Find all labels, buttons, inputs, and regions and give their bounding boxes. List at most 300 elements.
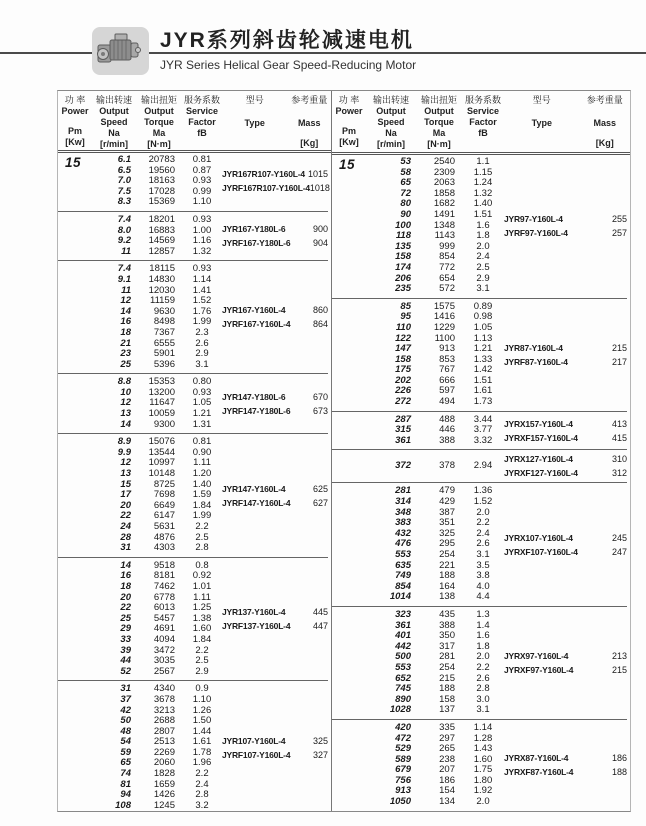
output-torque-value: 158 <box>439 693 455 705</box>
table-row <box>92 543 222 554</box>
header-label: fB <box>478 128 488 138</box>
header-label: 输出转速 <box>95 95 132 105</box>
service-factor-value: 1.51 <box>473 208 493 220</box>
output-speed-value: 65 <box>120 757 131 769</box>
header-label: Speed <box>377 117 405 127</box>
mass-value: 904 <box>312 238 328 249</box>
service-factor-value: 0.99 <box>192 185 212 197</box>
group-types <box>222 561 331 678</box>
output-torque-value: 13544 <box>148 446 175 458</box>
service-factor-value: 0.8 <box>195 559 209 571</box>
output-torque-value: 5457 <box>153 612 175 624</box>
service-factor-value: 1.73 <box>473 396 493 408</box>
motor-group <box>58 437 331 554</box>
output-speed-value: 44 <box>120 655 131 667</box>
group-rows <box>366 415 504 447</box>
output-speed-value: 52 <box>120 665 131 677</box>
table-row <box>92 328 222 339</box>
output-torque-value: 19560 <box>148 164 175 176</box>
output-speed-value: 9.2 <box>117 235 131 247</box>
output-speed-value: 314 <box>395 496 411 508</box>
mass-value: 900 <box>312 224 328 235</box>
output-torque-value: 164 <box>439 580 455 592</box>
motor-group <box>58 377 331 430</box>
header-label: Service <box>466 106 500 116</box>
type-line <box>222 391 328 403</box>
model-type: JYRF167R107-Y160L-4 <box>222 183 310 194</box>
output-torque-value: 18201 <box>148 213 175 225</box>
header-label: Mass <box>297 118 321 128</box>
output-torque-value: 207 <box>439 764 455 776</box>
output-torque-value: 4094 <box>153 633 175 645</box>
service-factor-value: 1.24 <box>473 177 493 189</box>
output-torque-value: 1575 <box>433 300 455 312</box>
output-torque-value: 10997 <box>148 457 175 469</box>
output-speed-value: 94 <box>120 789 131 801</box>
service-factor-value: 1.43 <box>473 743 493 755</box>
header-label: 输出扭矩 <box>140 95 177 105</box>
output-torque-value: 1426 <box>153 789 175 801</box>
output-speed-value: 135 <box>395 240 411 252</box>
output-speed-value: 100 <box>395 219 411 231</box>
table-header-left <box>58 91 331 153</box>
service-factor-value: 2.9 <box>195 348 209 360</box>
output-speed-value: 348 <box>395 506 411 518</box>
output-speed-value: 122 <box>395 332 411 344</box>
output-speed-value: 59 <box>120 746 131 758</box>
header-label: Mass <box>593 118 617 128</box>
type-line <box>504 213 627 225</box>
output-torque-value: 1491 <box>433 208 455 220</box>
mass-value: 186 <box>611 753 627 764</box>
type-line <box>222 483 328 495</box>
power-value: 15 <box>339 157 356 172</box>
output-torque-value: 854 <box>439 251 455 263</box>
output-torque-value: 488 <box>439 413 455 425</box>
group-types <box>504 157 630 295</box>
header-label: Output <box>376 106 406 116</box>
header-label: 服务系数 <box>183 95 220 105</box>
table-row <box>366 723 504 734</box>
output-speed-value: 323 <box>395 608 411 620</box>
output-torque-value: 6147 <box>153 510 175 522</box>
table-row <box>366 550 504 561</box>
mass-value: 625 <box>312 483 328 494</box>
service-factor-value: 1.75 <box>473 764 493 776</box>
output-torque-value: 154 <box>439 785 455 797</box>
output-speed-value: 442 <box>395 640 411 652</box>
output-speed-value: 14 <box>120 418 131 430</box>
model-type: JYR167-Y160L-4 <box>222 305 286 316</box>
type-line <box>222 182 328 194</box>
type-line <box>504 467 627 479</box>
output-torque-value: 772 <box>439 261 455 273</box>
mass-value: 627 <box>312 497 328 508</box>
output-torque-value: 387 <box>439 506 455 518</box>
service-factor-value: 2.4 <box>476 251 490 263</box>
output-speed-value: 90 <box>400 208 411 220</box>
service-factor-value: 2.6 <box>195 337 209 349</box>
output-torque-value: 18163 <box>148 175 175 187</box>
service-factor-value: 3.1 <box>195 358 209 370</box>
output-speed-value: 33 <box>120 633 131 645</box>
output-speed-value: 12 <box>120 295 131 307</box>
output-speed-value: 31 <box>120 683 131 695</box>
output-speed-value: 913 <box>395 785 411 797</box>
mass-value: 445 <box>312 607 328 618</box>
output-speed-value: 174 <box>395 261 411 273</box>
output-torque-value: 2513 <box>153 736 175 748</box>
col-header-output-torque <box>416 95 462 152</box>
output-torque-value: 1143 <box>434 230 455 242</box>
output-torque-value: 9630 <box>153 305 175 317</box>
model-type: JYRX157-Y160L-4 <box>504 418 573 429</box>
output-torque-value: 1828 <box>153 768 175 780</box>
output-speed-value: 158 <box>395 251 411 263</box>
service-factor-value: 1.40 <box>192 478 212 490</box>
mass-value: 257 <box>611 227 627 238</box>
service-factor-value: 1.96 <box>192 757 212 769</box>
output-torque-value: 5631 <box>153 521 175 532</box>
mass-value: 673 <box>312 405 328 416</box>
output-speed-value: 372 <box>395 460 411 472</box>
service-factor-value: 0.93 <box>192 175 212 187</box>
table-row <box>366 705 504 716</box>
output-torque-value: 16883 <box>148 224 175 236</box>
col-header-group <box>222 95 331 150</box>
output-speed-value: 272 <box>395 396 411 408</box>
header-label: Output <box>424 106 454 116</box>
output-torque-value: 186 <box>439 774 455 786</box>
output-torque-value: 5901 <box>153 348 175 360</box>
output-speed-value: 553 <box>395 661 411 673</box>
group-rows <box>366 610 504 716</box>
service-factor-value: 1.8 <box>476 230 490 242</box>
output-speed-value: 58 <box>400 166 411 178</box>
table-body-left <box>58 153 331 811</box>
output-speed-value: 679 <box>395 764 411 776</box>
output-torque-value: 1659 <box>153 778 175 790</box>
col-header-service-factor <box>462 95 504 152</box>
type-line <box>222 237 328 249</box>
type-line <box>504 546 627 558</box>
output-torque-value: 429 <box>439 496 455 508</box>
output-speed-value: 420 <box>395 721 411 733</box>
header-label: Output <box>144 106 174 116</box>
output-speed-value: 7.5 <box>117 185 131 197</box>
output-torque-value: 215 <box>439 672 455 684</box>
service-factor-value: 0.92 <box>192 570 212 582</box>
output-torque-value: 221 <box>439 559 455 571</box>
service-factor-value: 3.0 <box>476 693 490 705</box>
output-speed-value: 48 <box>120 725 131 737</box>
type-line <box>222 606 328 618</box>
motor-group <box>332 415 630 447</box>
output-torque-value: 254 <box>439 549 455 560</box>
mass-value: 415 <box>611 432 627 443</box>
output-speed-value: 1028 <box>389 704 411 716</box>
output-torque-value: 572 <box>439 283 455 295</box>
service-factor-value: 1.00 <box>192 224 212 236</box>
service-factor-value: 1.21 <box>192 408 212 420</box>
header-label: [r/min] <box>377 139 405 149</box>
output-torque-value: 8498 <box>153 316 175 328</box>
model-type: JYRF147-Y160L-4 <box>222 497 291 508</box>
output-speed-value: 287 <box>395 413 411 425</box>
service-factor-value: 1.84 <box>192 633 212 645</box>
table-row <box>92 522 222 533</box>
output-torque-value: 10148 <box>148 468 175 480</box>
service-factor-value: 2.2 <box>476 517 490 529</box>
service-factor-value: 2.8 <box>476 683 490 695</box>
output-torque-value: 11159 <box>149 295 175 307</box>
service-factor-value: 1.59 <box>192 489 212 501</box>
group-types <box>504 610 630 716</box>
output-torque-value: 137 <box>439 704 455 716</box>
service-factor-value: 1.28 <box>473 732 493 744</box>
output-torque-value: 1100 <box>434 332 455 344</box>
group-rows <box>366 723 504 808</box>
output-speed-value: 6.5 <box>117 164 131 176</box>
model-type: JYR167R107-Y160L-4 <box>222 169 305 180</box>
mass-value: 860 <box>312 305 328 316</box>
output-speed-value: 37 <box>120 693 131 705</box>
table-body-right <box>332 155 630 811</box>
output-torque-value: 446 <box>439 424 455 436</box>
output-speed-value: 118 <box>395 230 411 242</box>
mass-value: 217 <box>611 356 627 367</box>
output-torque-value: 2688 <box>153 715 175 727</box>
service-factor-value: 2.2 <box>195 768 209 780</box>
output-torque-value: 12857 <box>148 245 175 257</box>
col-header-type <box>504 95 580 152</box>
group-rows <box>366 453 504 479</box>
output-speed-value: 22 <box>120 510 131 522</box>
output-torque-value: 3678 <box>153 693 175 705</box>
type-line <box>504 432 627 444</box>
output-torque-value: 494 <box>439 396 455 408</box>
output-speed-value: 202 <box>395 374 411 386</box>
output-speed-value: 95 <box>400 311 411 323</box>
service-factor-value: 2.2 <box>195 644 209 656</box>
output-torque-value: 281 <box>439 651 455 663</box>
output-speed-value: 13 <box>120 408 131 420</box>
output-speed-value: 635 <box>395 559 411 571</box>
output-speed-value: 22 <box>120 602 131 614</box>
col-header-type <box>222 95 287 150</box>
service-factor-value: 1.1 <box>476 156 490 167</box>
service-factor-value: 1.84 <box>192 499 212 511</box>
output-speed-value: 80 <box>400 198 411 210</box>
service-factor-value: 1.52 <box>473 496 493 508</box>
header-label: 输出扭矩 <box>420 95 457 105</box>
type-line <box>222 223 328 235</box>
service-factor-value: 1.51 <box>473 374 493 386</box>
output-speed-value: 8.9 <box>117 436 131 448</box>
model-type: JYRF87-Y160L-4 <box>504 356 568 367</box>
service-factor-value: 0.93 <box>192 213 212 225</box>
header-label: Speed <box>100 117 128 127</box>
output-speed-value: 12 <box>120 397 131 409</box>
table-row <box>366 263 504 274</box>
service-factor-value: 1.16 <box>192 235 212 247</box>
type-line <box>504 664 627 676</box>
output-torque-value: 1229 <box>433 321 455 333</box>
service-factor-value: 2.2 <box>476 661 490 673</box>
service-factor-value: 1.15 <box>473 166 493 178</box>
service-factor-value: 2.6 <box>476 538 490 550</box>
model-type: JYR87-Y160L-4 <box>504 342 563 353</box>
service-factor-value: 3.1 <box>476 549 490 560</box>
gear-motor-icon <box>92 27 149 75</box>
service-factor-value: 0.81 <box>192 154 212 165</box>
output-torque-value: 913 <box>439 343 455 355</box>
table-row <box>92 155 222 166</box>
spec-table-right <box>332 91 630 811</box>
model-type: JYRXF87-Y160L-4 <box>504 767 574 778</box>
output-speed-value: 20 <box>120 591 131 603</box>
output-speed-value: 745 <box>395 683 411 695</box>
output-torque-value: 378 <box>439 460 455 472</box>
output-speed-value: 29 <box>120 623 131 635</box>
output-speed-value: 1050 <box>389 796 411 808</box>
header-label: [r/min] <box>100 139 128 149</box>
output-torque-value: 3213 <box>153 704 175 716</box>
output-speed-value: 74 <box>120 768 131 780</box>
table-row <box>366 797 504 808</box>
output-torque-value: 2269 <box>153 746 175 758</box>
output-torque-value: 3472 <box>153 644 175 656</box>
output-torque-value: 18115 <box>149 263 175 275</box>
output-speed-value: 8.3 <box>117 196 131 208</box>
output-speed-value: 8.8 <box>117 376 131 388</box>
output-torque-value: 15353 <box>148 376 175 388</box>
group-rows <box>92 155 222 208</box>
group-types <box>222 264 331 370</box>
service-factor-value: 1.05 <box>473 321 493 333</box>
header-label: Factor <box>469 117 497 127</box>
model-type: JYRXF97-Y160L-4 <box>504 664 574 675</box>
output-torque-value: 2309 <box>433 166 455 178</box>
output-torque-value: 4303 <box>153 542 175 554</box>
table-row <box>366 157 504 168</box>
table-row <box>366 663 504 674</box>
output-torque-value: 335 <box>439 721 455 733</box>
output-speed-value: 50 <box>120 715 131 727</box>
service-factor-value: 2.94 <box>473 460 493 472</box>
output-torque-value: 2063 <box>433 177 455 189</box>
mass-value: 310 <box>611 454 627 465</box>
group-types <box>504 415 630 447</box>
service-factor-value: 1.60 <box>192 623 212 635</box>
output-torque-value: 188 <box>439 683 455 695</box>
table-row <box>92 582 222 593</box>
header-label: Power <box>335 106 363 116</box>
output-speed-value: 14 <box>120 305 131 317</box>
service-factor-value: 1.78 <box>192 746 212 758</box>
header-label: Output <box>99 106 129 116</box>
service-factor-value: 2.3 <box>195 326 209 338</box>
service-factor-value: 0.9 <box>195 683 209 695</box>
header-label: Ma <box>152 128 166 138</box>
header-label: fB <box>197 128 207 138</box>
service-factor-value: 1.31 <box>192 418 212 430</box>
output-torque-value: 254 <box>439 661 455 673</box>
output-speed-value: 28 <box>120 531 131 543</box>
page-title: JYR系列斜齿轮减速电机 <box>160 29 414 52</box>
col-header-output-speed <box>92 95 136 150</box>
model-type: JYRF137-Y160L-4 <box>222 621 291 632</box>
service-factor-value: 2.4 <box>195 778 209 790</box>
output-torque-value: 9518 <box>153 559 175 571</box>
output-speed-value: 553 <box>395 549 411 560</box>
output-speed-value: 7.4 <box>117 213 131 225</box>
output-torque-value: 2060 <box>153 757 175 769</box>
service-factor-value: 0.90 <box>192 446 212 458</box>
group-rows <box>366 157 504 295</box>
header-label: Pm <box>341 126 356 136</box>
type-line <box>222 168 328 180</box>
service-factor-value: 1.33 <box>473 353 493 365</box>
service-factor-value: 1.20 <box>192 468 212 480</box>
group-types <box>222 437 331 554</box>
header-label: 参考重量 <box>291 95 328 105</box>
output-speed-value: 25 <box>120 358 131 370</box>
output-speed-value: 147 <box>395 343 411 355</box>
output-torque-value: 134 <box>439 796 455 808</box>
service-factor-value: 1.11 <box>193 591 211 603</box>
table-row <box>92 695 222 706</box>
output-torque-value: 388 <box>439 434 455 446</box>
table-row <box>366 210 504 221</box>
model-type: JYR137-Y160L-4 <box>222 607 286 618</box>
model-type: JYRXF127-Y160L-4 <box>504 468 578 479</box>
service-factor-value: 3.1 <box>476 283 490 295</box>
service-factor-value: 2.9 <box>195 665 209 677</box>
mass-value: 1015 <box>307 169 328 180</box>
col-header-output-torque <box>136 95 182 150</box>
model-type: JYR107-Y160L-4 <box>222 735 286 746</box>
output-torque-value: 297 <box>439 732 455 744</box>
output-speed-value: 14 <box>120 559 131 571</box>
output-speed-value: 11 <box>121 245 131 257</box>
spec-table <box>57 90 631 812</box>
output-torque-value: 853 <box>439 353 455 365</box>
mass-value: 245 <box>611 532 627 543</box>
output-torque-value: 13200 <box>148 386 175 398</box>
header-label: 型号 <box>245 95 264 105</box>
col-header-group <box>504 95 630 152</box>
service-factor-value: 0.81 <box>192 436 212 448</box>
output-speed-value: 756 <box>395 774 411 786</box>
motor-group <box>332 453 630 479</box>
service-factor-value: 2.6 <box>476 672 490 684</box>
service-factor-value: 1.32 <box>192 245 212 257</box>
service-factor-value: 2.0 <box>476 506 490 518</box>
service-factor-value: 1.25 <box>192 602 212 614</box>
output-torque-value: 14830 <box>148 273 175 285</box>
output-torque-value: 2807 <box>153 725 175 737</box>
service-factor-value: 2.9 <box>476 272 490 284</box>
output-torque-value: 597 <box>439 385 455 397</box>
output-torque-value: 1858 <box>433 187 455 199</box>
service-factor-value: 1.05 <box>192 397 212 409</box>
header-label: Power <box>61 106 89 116</box>
model-type: JYRX127-Y160L-4 <box>504 454 573 465</box>
group-types <box>504 302 630 408</box>
service-factor-value: 1.14 <box>473 721 493 733</box>
group-types <box>504 723 630 808</box>
